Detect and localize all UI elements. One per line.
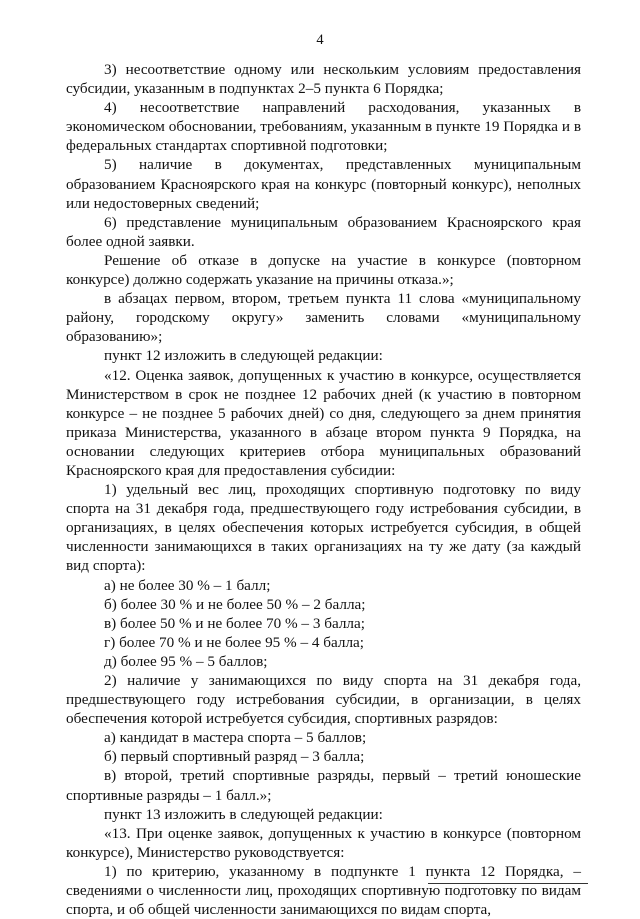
paragraph: Решение об отказе в допуске на участие в конкурсе (повторном конкурсе) должно содержать указание на причины отказа.»; <box>66 251 581 289</box>
list-item: а) кандидат в мастера спорта – 5 баллов; <box>104 729 367 747</box>
paragraph: 6) представление муниципальным образованием Красноярского края более одной заявки. <box>66 213 581 250</box>
paragraph: 1) по критерию, указанному в подпункте 1 пункта 12 Порядка, – сведениями о численности лиц, проходящих спортивную подготовку по видам спорта, и об общей численности занимающихся по видам спорта, <box>66 862 581 919</box>
page-number: 4 <box>316 32 324 48</box>
paragraph: «12. Оценка заявок, допущенных к участию в конкурсе, осуществляется Министерством в срок не позднее 12 рабочих дней (к участию в повторном конкурсе – не позднее 5 рабочих дней) со дня, следующего за днем принятия приказа Министерства, указанного в абзаце втором пункта 9 Порядка, на основании следующих критериев отбора муниципальных образований Красноярского края для предоставления субсидии: <box>66 366 581 479</box>
list-item: д) более 95 % – 5 баллов; <box>104 652 268 670</box>
list-item: б) более 30 % и не более 50 % – 2 балла; <box>104 595 366 613</box>
paragraph: «13. При оценке заявок, допущенных к участию в конкурсе (повторном конкурсе), Министерство руководствуется: <box>66 824 581 861</box>
paragraph: в) второй, третий спортивные разряды, первый – третий юношеские спортивные разряды – 1 балл.»; <box>66 767 581 804</box>
paragraph: пункт 12 изложить в следующей редакции: <box>104 347 383 365</box>
document-body <box>66 60 581 919</box>
paragraph: пункт 13 изложить в следующей редакции: <box>104 805 383 823</box>
list-item: а) не более 30 % – 1 балл; <box>104 576 271 594</box>
paragraph: 2) наличие у занимающихся по виду спорта на 31 декабря года, предшествующего году истребования субсидии, в организации, в целях обеспечения которой истребуется субсидия, спортивных разрядов: <box>66 672 581 728</box>
footer-rule <box>428 883 588 884</box>
list-item: б) первый спортивный разряд – 3 балла; <box>104 748 365 766</box>
paragraph: 4) несоответствие направлений расходования, указанных в экономическом обосновании, требованиям, указанным в пункте 19 Порядка и в федеральных стандартах спортивной подготовки; <box>66 99 581 155</box>
paragraph: 3) несоответствие одному или нескольким условиям предоставления субсидии, указанным в подпунктах 2–5 пункта 6 Порядка; <box>66 61 581 98</box>
list-item: в) более 50 % и не более 70 % – 3 балла; <box>104 614 365 632</box>
paragraph: 5) наличие в документах, представленных муниципальным образованием Красноярского края на конкурс (повторный конкурс), неполных или недостоверных сведений; <box>66 156 581 212</box>
paragraph: в абзацах первом, втором, третьем пункта 11 слова «муниципальному району, городскому округу» заменить словами «муниципальному образованию»; <box>66 290 581 346</box>
list-item: г) более 70 % и не более 95 % – 4 балла; <box>104 633 364 651</box>
paragraph: 1) удельный вес лиц, проходящих спортивную подготовку по виду спорта на 31 декабря года, предшествующего году истребования субсидии, в организациях, в целях обеспечения которых истребуется субсидия, в общей численности занимающихся в таких организациях на ту же дату (за каждый вид спорта): <box>66 481 581 575</box>
